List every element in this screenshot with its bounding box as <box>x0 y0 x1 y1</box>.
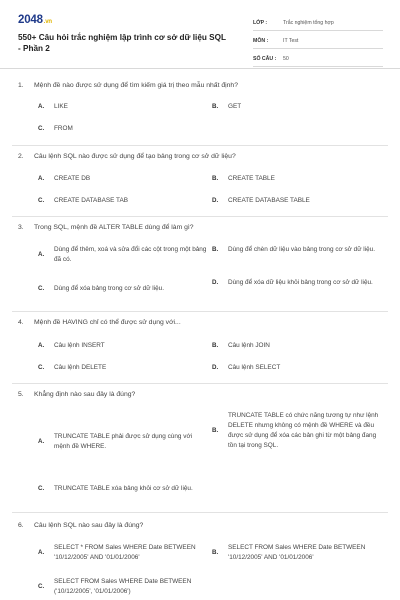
meta-label: SỐ CÂU : <box>253 56 277 62</box>
question-5-option-c[interactable]: C. TRUNCATE TABLE xóa bảng khỏi cơ sở dữ liệu. <box>38 485 193 493</box>
question-3-option-c[interactable]: C. Dùng để xóa bảng trong cơ sở dữ liệu. <box>38 285 165 293</box>
question-divider <box>12 311 388 312</box>
logo-text: 2048 <box>18 14 43 26</box>
question-6-option-c[interactable]: C. SELECT FROM Sales WHERE Date BETWEEN ('10/12/2005', '01/01/2006') <box>38 578 192 595</box>
question-2-option-d[interactable]: D. CREATE DATABASE TABLE <box>212 197 310 205</box>
question-4-option-b[interactable]: B. Câu lệnh JOIN <box>212 342 270 350</box>
question-2-option-a[interactable]: A. CREATE DB <box>38 175 91 183</box>
question-3-option-b[interactable]: B. Dùng để chèn dữ liệu vào bảng trong cơ sở dữ liệu. <box>212 246 375 254</box>
question-5-option-b[interactable]: B. TRUNCATE TABLE có chức năng tương tự như lệnh DELETE nhưng không có mệnh đề WHERE và đều được sử dụng để xóa các bản ghi từ một bảng đang tồn tại trong SQL. <box>212 412 379 449</box>
question-2-text: 2. Câu lệnh SQL nào được sử dụng để tạo bảng trong cơ sở dữ liệu? <box>18 153 236 160</box>
question-4-text: 4. Mệnh đề HAVING chỉ có thể được sử dụng với... <box>18 319 181 326</box>
question-3-option-d[interactable]: D. Dùng để xóa dữ liệu khỏi bảng trong cơ sở dữ liệu. <box>212 279 373 287</box>
question-2-option-c[interactable]: C. CREATE DATABASE TAB <box>38 197 128 205</box>
question-divider <box>12 383 388 384</box>
quiz-meta <box>253 16 383 70</box>
meta-label: LỚP : <box>253 20 268 26</box>
question-divider <box>12 145 388 146</box>
question-3-text: 3. Trong SQL, mệnh đề ALTER TABLE dùng để làm gì? <box>18 224 194 231</box>
question-1-option-a[interactable]: A. LIKE <box>38 103 68 111</box>
question-1-option-b[interactable]: B. GET <box>212 103 242 111</box>
page-header <box>0 0 400 69</box>
question-6-option-b[interactable]: B. SELECT FROM Sales WHERE Date BETWEEN '10/12/2005' AND '01/01/2006' <box>212 544 366 561</box>
meta-count-row <box>253 52 383 67</box>
question-4-option-d[interactable]: D. Câu lệnh SELECT <box>212 364 281 372</box>
question-1-text: 1. Mệnh đề nào được sử dụng để tìm kiếm giá trị theo mẫu nhất định? <box>18 82 238 89</box>
question-4-option-c[interactable]: C. Câu lệnh DELETE <box>38 364 107 372</box>
logo-suffix: .vn <box>43 19 52 25</box>
question-2-option-b[interactable]: B. CREATE TABLE <box>212 175 275 183</box>
meta-subject-row <box>253 34 383 49</box>
meta-label: MÔN : <box>253 38 269 44</box>
site-logo[interactable] <box>18 14 52 26</box>
question-6-option-a[interactable]: A. SELECT * FROM Sales WHERE Date BETWEEN '10/12/2005' AND '01/01/2006' <box>38 544 196 561</box>
meta-value: IT Test <box>283 38 299 44</box>
question-1-option-c[interactable]: C. FROM <box>38 125 73 133</box>
question-divider <box>12 216 388 217</box>
question-6-text: 6. Câu lệnh SQL nào sau đây là đúng? <box>18 522 144 529</box>
question-5-option-a[interactable]: A. TRUNCATE TABLE phải được sử dụng cùng với mệnh đề WHERE. <box>38 433 193 450</box>
question-divider <box>12 512 388 513</box>
question-5-text: 5. Khẳng định nào sau đây là đúng? <box>18 391 136 398</box>
question-4-option-a[interactable]: A. Câu lệnh INSERT <box>38 342 105 350</box>
meta-class-row <box>253 16 383 31</box>
page-title: 550+ Câu hỏi trắc nghiệm lập trình cơ sở dữ liệu SQL - Phần 2 <box>18 33 226 53</box>
meta-value: Trắc nghiệm tổng hợp <box>283 20 334 26</box>
meta-value: 50 <box>283 56 289 62</box>
question-3-option-a[interactable]: A. Dùng để thêm, xoá và sửa đổi các cột trong một bảng đã có. <box>38 246 207 263</box>
